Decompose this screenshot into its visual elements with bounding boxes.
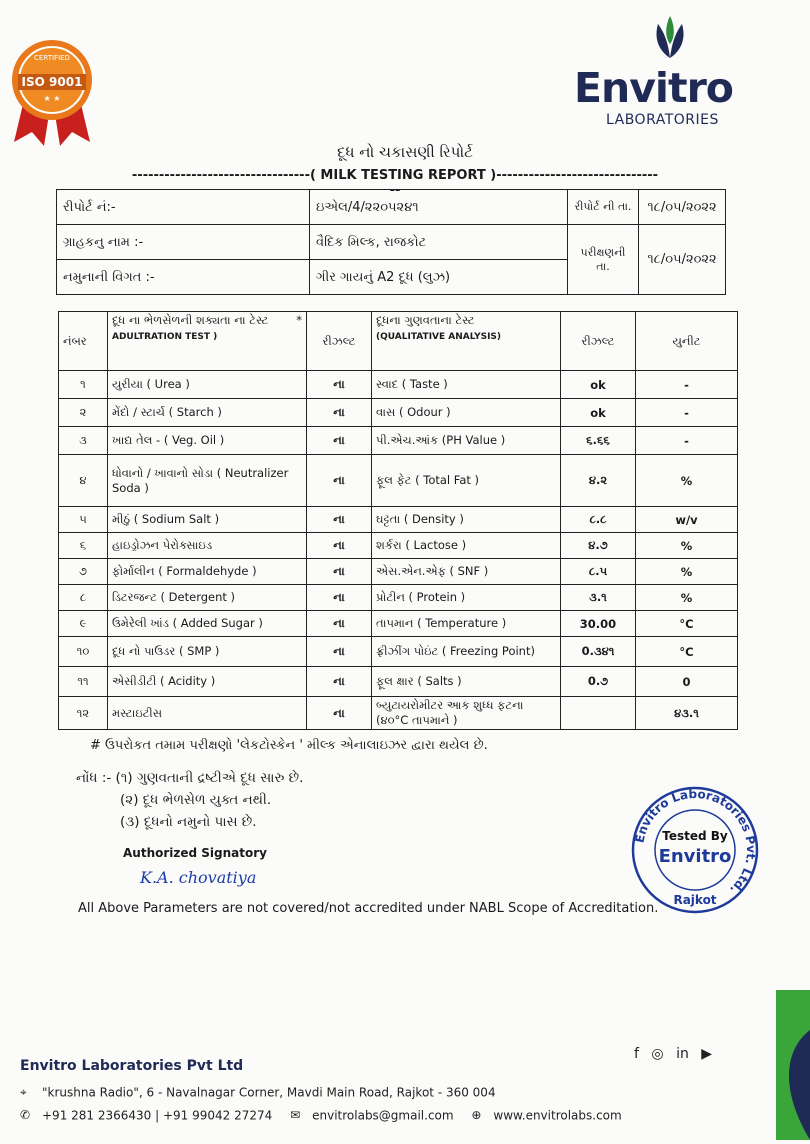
row-unit: % [636, 585, 738, 611]
row-no: ૬ [59, 533, 108, 559]
row-adulteration: હાઇડ્રોઝન પેરોક્સાઇડ [108, 533, 307, 559]
row-adulteration: ખાદ્ય તેલ - ( Veg. Oil ) [108, 427, 307, 455]
row-result-1: ના [307, 371, 372, 399]
row-unit: °C [636, 637, 738, 667]
row-unit: - [636, 371, 738, 399]
row-result-2: ૬.૬૬ [561, 427, 636, 455]
row-result-2: ok [561, 399, 636, 427]
table-row [59, 697, 738, 730]
email-icon: ✉ [290, 1108, 301, 1122]
col-no: નંબર [59, 312, 108, 371]
table-row [59, 637, 738, 667]
notes-block [76, 767, 303, 833]
row-no: ૪ [59, 455, 108, 507]
col-qualitative-label: દૂધના ગુણવતાના ટેસ્ટ [376, 313, 475, 327]
facebook-icon[interactable]: f [634, 1046, 639, 1062]
row-result-2: 30.00 [561, 611, 636, 637]
row-qualitative: એસ.એન.એફ ( SNF ) [372, 559, 561, 585]
row-no: ૧૨ [59, 697, 108, 730]
note-2: (૨) દૂધ ભેળસેળ યુક્ત નથી. [120, 792, 272, 808]
row-qualitative: ફૂલ ક્ષાર ( Salts ) [372, 667, 561, 697]
footer-decoration [754, 990, 810, 1140]
company-stamp [620, 780, 770, 924]
row-qualitative: પ્રોટીન ( Protein ) [372, 585, 561, 611]
table-row [59, 371, 738, 399]
row-result-1: ના [307, 399, 372, 427]
row-no: ૨ [59, 399, 108, 427]
address-text: "krushna Radio", 6 - Navalnagar Corner, Mavdi Main Road, Rajkot - 360 004 [42, 1085, 496, 1100]
row-result-1: ના [307, 455, 372, 507]
row-qualitative: વાસ ( Odour ) [372, 399, 561, 427]
row-adulteration: ફોર્માલીન ( Formaldehyde ) [108, 559, 307, 585]
web-text[interactable]: www.envitrolabs.com [493, 1108, 622, 1123]
logo-brand: Envitro [574, 64, 733, 112]
signature-text: K.A. chovatiya [140, 868, 257, 887]
test-date-label: પરીક્ષણની તા. [568, 225, 639, 295]
row-qualitative: ફૂલ ફેટ ( Total Fat ) [372, 455, 561, 507]
report-title-english: ---------------------------------( MILK TESTING REPORT )-------------------------------- [131, 168, 659, 198]
row-adulteration: દૂધ નો પાઉડર ( SMP ) [108, 637, 307, 667]
col-adulteration-en: ADULTRATION TEST ) [112, 332, 218, 342]
table-row [59, 559, 738, 585]
table-row [59, 399, 738, 427]
col-qualitative [372, 312, 561, 371]
row-no: ૫ [59, 507, 108, 533]
col-qualitative-en: (QUALITATIVE ANALYSIS) [376, 332, 502, 342]
row-unit: - [636, 427, 738, 455]
report-date: ૧૮/૦૫/૨૦૨૨ [639, 190, 726, 225]
row-result-1: ના [307, 559, 372, 585]
row-qualitative: શર્કરા ( Lactose ) [372, 533, 561, 559]
row-adulteration: ઉમેરેલી ખાંડ ( Added Sugar ) [108, 611, 307, 637]
table-row [59, 533, 738, 559]
report-no-label: રીપોર્ટ નં:- [57, 190, 310, 225]
row-qualitative: ફ્રીઝીંગ પોઇંટ ( Freezing Point) [372, 637, 561, 667]
row-result-2: ૮.૫ [561, 559, 636, 585]
row-result-2: ૪.૭ [561, 533, 636, 559]
table-row [59, 455, 738, 507]
badge-stars: ★ ★ [43, 94, 61, 103]
row-unit: % [636, 559, 738, 585]
stamp-city: Rajkot [673, 893, 717, 907]
row-result-1: ના [307, 667, 372, 697]
row-adulteration: ડિટરજન્ટ ( Detergent ) [108, 585, 307, 611]
nabl-disclaimer: All Above Parameters are not covered/not accredited under NABL Scope of Accreditation. [78, 901, 659, 916]
phone-text: +91 281 2366430 | +91 99042 27274 [42, 1108, 273, 1123]
row-no: ૧૧ [59, 667, 108, 697]
row-unit: 0 [636, 667, 738, 697]
table-row [59, 611, 738, 637]
leaf-icon [648, 14, 692, 60]
table-row [59, 667, 738, 697]
sample-label: નમુનાની વિગત :- [57, 260, 310, 295]
report-date-label: રીપોર્ટ ની તા. [568, 190, 639, 225]
row-result-2: 0.૭ [561, 667, 636, 697]
row-result-2: 0.૩૪૧ [561, 637, 636, 667]
row-result-1: ના [307, 507, 372, 533]
row-result-2: ok [561, 371, 636, 399]
row-adulteration: મેંદો / સ્ટાર્ચ ( Starch ) [108, 399, 307, 427]
footer-company: Envitro Laboratories Pvt Ltd [20, 1058, 244, 1074]
row-unit: % [636, 455, 738, 507]
row-adulteration: એસીડીટી ( Acidity ) [108, 667, 307, 697]
iso-badge [10, 38, 94, 148]
row-result-1: ના [307, 637, 372, 667]
row-adulteration: મીઠું ( Sodium Salt ) [108, 507, 307, 533]
customer-name: વૈદિક મિલ્ક, રાજકોટ [310, 225, 568, 260]
stamp-ring-text: Envitro Laboratories Pvt. Ltd. [632, 786, 759, 898]
test-date: ૧૮/૦૫/૨૦૨૨ [639, 225, 726, 295]
table-row [59, 427, 738, 455]
row-unit: ૪૩.૧ [636, 697, 738, 730]
row-result-1: ના [307, 427, 372, 455]
globe-icon: ⊕ [471, 1108, 482, 1122]
row-qualitative: ઘટ્ટતા ( Density ) [372, 507, 561, 533]
results-table [58, 311, 738, 730]
location-icon: ⌖ [20, 1085, 27, 1099]
company-logo [570, 14, 760, 128]
row-result-2 [561, 697, 636, 730]
row-result-1: ના [307, 533, 372, 559]
row-result-2: ૮.૮ [561, 507, 636, 533]
note-1: નોંધ :- (૧) ગુણવતાની દ્રષ્ટીએ દૂધ સારુ છે. [76, 770, 304, 786]
logo-sub: LABORATORIES [606, 112, 719, 128]
footer-address [20, 1085, 496, 1101]
row-result-1: ના [307, 585, 372, 611]
col-adulteration-label: દૂધ ના ભેળસેળની શક્યતા ના ટેસ્ટ [112, 313, 269, 327]
row-adulteration: મસ્ટાઇટીસ [108, 697, 307, 730]
row-unit: - [636, 399, 738, 427]
linkedin-icon[interactable]: in [676, 1046, 689, 1062]
row-no: ૩ [59, 427, 108, 455]
footer-contact [20, 1108, 622, 1124]
authorized-signatory: Authorized Signatory [123, 846, 267, 860]
stamp-tested: Tested By [662, 829, 728, 843]
col-result-1: રીઝલ્ટ [307, 312, 372, 371]
analyzer-note: # ઉપરોકત તમામ પરીક્ષણો 'લેકટોસ્કેન ' મીલ્ક એનાલાઇઝર દ્વારા થયેલ છે. [90, 738, 488, 753]
row-qualitative: સ્વાદ ( Taste ) [372, 371, 561, 399]
email-text[interactable]: envitrolabs@gmail.com [312, 1108, 454, 1123]
row-result-1: ના [307, 697, 372, 730]
row-adulteration: ધોવાનો / ખાવાનો સોડા ( Neutralizer Soda ) [108, 455, 307, 507]
col-unit: યુનીટ [636, 312, 738, 371]
row-unit: w/v [636, 507, 738, 533]
row-no: ૮ [59, 585, 108, 611]
phone-icon: ✆ [20, 1108, 31, 1122]
customer-label: ગ્રાહકનુ નામ :- [57, 225, 310, 260]
col-star: * [296, 313, 302, 327]
row-qualitative: બ્યુટાયરોમીટર આક શુધ્ધ ફટના (૪૦°C તાપમાને ) [372, 697, 561, 730]
stamp-center: Envitro [658, 846, 732, 867]
report-title-gujarati: દૂધ નો ચકાસણી રિપોર્ટ [337, 143, 473, 161]
social-icons [634, 1046, 720, 1062]
report-no: ઇએલ/4/૨૨૦૫૨૪૧ [310, 190, 568, 225]
row-qualitative: પી.એચ.આંક (PH Value ) [372, 427, 561, 455]
sample-detail: ગીર ગાયનું A2 દૂધ (લુઝ) [310, 260, 568, 295]
row-result-2: ૩.૧ [561, 585, 636, 611]
note-3: (૩) દૂધનો નમુનો પાસ છે. [120, 814, 257, 830]
row-unit: °C [636, 611, 738, 637]
row-adulteration: યુરીયા ( Urea ) [108, 371, 307, 399]
badge-main: ISO 9001 [21, 75, 83, 89]
row-no: ૭ [59, 559, 108, 585]
badge-top: CERTIFIED [34, 54, 70, 62]
row-result-2: ૪.૨ [561, 455, 636, 507]
report-header-table [56, 189, 726, 295]
col-adulteration [108, 312, 307, 371]
table-row [59, 507, 738, 533]
row-no: ૧ [59, 371, 108, 399]
row-no: ૯ [59, 611, 108, 637]
signature [140, 868, 256, 887]
table-row [59, 585, 738, 611]
row-qualitative: તાપમાન ( Temperature ) [372, 611, 561, 637]
youtube-icon[interactable]: ▶ [701, 1046, 713, 1062]
instagram-icon[interactable]: ◎ [651, 1046, 664, 1062]
row-no: ૧૦ [59, 637, 108, 667]
row-result-1: ના [307, 611, 372, 637]
col-result-2: રીઝલ્ટ [561, 312, 636, 371]
row-unit: % [636, 533, 738, 559]
